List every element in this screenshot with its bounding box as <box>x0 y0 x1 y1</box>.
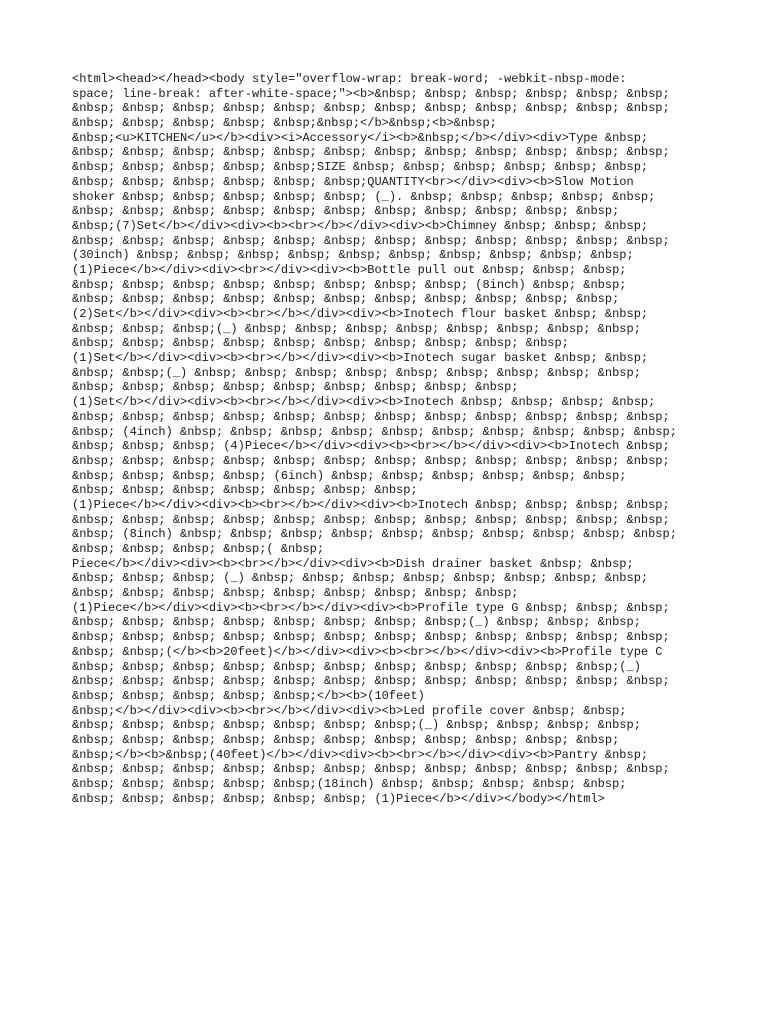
source-line: &nbsp; &nbsp; &nbsp; (4)Piece</b></div><div><b><br></b></div><div><b>Inotech &nbsp; <box>72 439 670 454</box>
source-line: &nbsp; &nbsp; &nbsp; &nbsp; &nbsp; &nbsp;QUANTITY<br></div><div><b>Slow Motion <box>72 174 634 189</box>
source-line: &nbsp; &nbsp; &nbsp; &nbsp; &nbsp; &nbsp; &nbsp; &nbsp; &nbsp; &nbsp; &nbsp; &nbsp; <box>72 409 670 424</box>
source-line: &nbsp;</b></div><div><b><br></b></div><div><b>Led profile cover &nbsp; &nbsp; <box>72 703 627 718</box>
source-line: (1)Piece</b></div><div><b><br></b></div><div><b>Profile type G &nbsp; &nbsp; &nbsp; <box>72 600 670 615</box>
source-line: (1)Piece</b></div><div><br></div><div><b>Bottle pull out &nbsp; &nbsp; &nbsp; <box>72 262 627 277</box>
source-line: &nbsp; &nbsp; &nbsp; &nbsp; &nbsp; &nbsp; &nbsp; &nbsp;(_) &nbsp; &nbsp; &nbsp; <box>72 615 641 630</box>
source-line: &nbsp;</b><b>&nbsp;(40feet)</b></div><div><b><br></b></div><div><b>Pantry &nbsp; <box>72 747 649 762</box>
source-line: &nbsp; &nbsp; &nbsp; &nbsp; &nbsp;</b><b>(10feet) <box>72 688 425 703</box>
source-line: &nbsp; &nbsp; &nbsp; &nbsp; &nbsp; &nbsp; &nbsp; &nbsp; &nbsp; &nbsp; &nbsp; &nbsp; <box>72 512 670 527</box>
source-line: &nbsp; &nbsp; &nbsp;(_) &nbsp; &nbsp; &nbsp; &nbsp; &nbsp; &nbsp; &nbsp; &nbsp; <box>72 321 641 336</box>
source-line: &nbsp; &nbsp; &nbsp; &nbsp; &nbsp; &nbsp; &nbsp; &nbsp; &nbsp; &nbsp; &nbsp; &nbsp; <box>72 233 670 248</box>
source-line: &nbsp; &nbsp; &nbsp; (_) &nbsp; &nbsp; &nbsp; &nbsp; &nbsp; &nbsp; &nbsp; &nbsp; <box>72 571 649 586</box>
source-line: &nbsp; &nbsp; &nbsp; &nbsp; &nbsp;&nbsp;</b>&nbsp;<b>&nbsp; <box>72 116 497 131</box>
source-line: &nbsp; &nbsp; &nbsp; &nbsp; &nbsp; &nbsp; &nbsp; &nbsp; &nbsp; &nbsp; &nbsp;(_) <box>72 659 641 674</box>
source-line: space; line-break: after-white-space;"><b>&nbsp; &nbsp; &nbsp; &nbsp; &nbsp; &nbsp; <box>72 86 670 101</box>
source-line: &nbsp; &nbsp; &nbsp; &nbsp; &nbsp; &nbsp; &nbsp;(_) &nbsp; &nbsp; &nbsp; &nbsp; <box>72 718 641 733</box>
source-line: (1)Set</b></div><div><b><br></b></div><div><b>Inotech sugar basket &nbsp; &nbsp; <box>72 351 649 366</box>
source-line: &nbsp; &nbsp; &nbsp; &nbsp; &nbsp; &nbsp; &nbsp; &nbsp; &nbsp; <box>72 380 519 395</box>
source-line: (2)Set</b></div><div><b><br></b></div><div><b>Inotech flour basket &nbsp; &nbsp; <box>72 307 649 321</box>
source-line: &nbsp; &nbsp; &nbsp; &nbsp; &nbsp; &nbsp; &nbsp; &nbsp; &nbsp; &nbsp; &nbsp; <box>72 292 620 307</box>
source-line: &nbsp; &nbsp; &nbsp; &nbsp; &nbsp;(18inch) &nbsp; &nbsp; &nbsp; &nbsp; &nbsp; <box>72 777 627 791</box>
source-line: (30inch) &nbsp; &nbsp; &nbsp; &nbsp; &nbsp; &nbsp; &nbsp; &nbsp; &nbsp; &nbsp; <box>72 248 634 263</box>
source-line: &nbsp;(7)Set</b></div><div><b><br></b></div><div><b>Chimney &nbsp; &nbsp; &nbsp; <box>72 218 649 233</box>
source-line: &nbsp; &nbsp; &nbsp; &nbsp; &nbsp; &nbsp; &nbsp; &nbsp; &nbsp; &nbsp; &nbsp; &nbsp; <box>72 630 670 645</box>
source-line: &nbsp; &nbsp; &nbsp; &nbsp; (6inch) &nbsp; &nbsp; &nbsp; &nbsp; &nbsp; &nbsp; <box>72 468 627 483</box>
source-line: (1)Piece</b></div><div><b><br></b></div><div><b>Inotech &nbsp; &nbsp; &nbsp; &nbsp; <box>72 497 670 512</box>
source-line: &nbsp; &nbsp; &nbsp; &nbsp; &nbsp; &nbsp; &nbsp; &nbsp; &nbsp; &nbsp; &nbsp; &nbsp; <box>72 453 670 468</box>
source-line: &nbsp; &nbsp; &nbsp; &nbsp; &nbsp; &nbsp; &nbsp; &nbsp; &nbsp; &nbsp; &nbsp; &nbsp; <box>72 674 670 689</box>
source-line: &nbsp; &nbsp; &nbsp; &nbsp; &nbsp; &nbsp; &nbsp; &nbsp; &nbsp; &nbsp; &nbsp; &nbsp; <box>72 145 670 160</box>
source-line: &nbsp; &nbsp; &nbsp; &nbsp; &nbsp; &nbsp; &nbsp; &nbsp; &nbsp; &nbsp; &nbsp; <box>72 732 620 747</box>
source-line: &nbsp; &nbsp; &nbsp; &nbsp; &nbsp;SIZE &nbsp; &nbsp; &nbsp; &nbsp; &nbsp; &nbsp; <box>72 160 649 175</box>
source-line: &nbsp; &nbsp; &nbsp; &nbsp; &nbsp; &nbsp; &nbsp; <box>72 483 418 498</box>
source-line: &nbsp; &nbsp;(_) &nbsp; &nbsp; &nbsp; &nbsp; &nbsp; &nbsp; &nbsp; &nbsp; &nbsp; <box>72 365 641 380</box>
source-line: &nbsp; &nbsp; &nbsp; &nbsp; &nbsp; &nbsp; &nbsp; &nbsp; &nbsp; &nbsp; &nbsp; &nbsp; <box>72 762 670 777</box>
source-line: &nbsp; (4inch) &nbsp; &nbsp; &nbsp; &nbsp; &nbsp; &nbsp; &nbsp; &nbsp; &nbsp; &nbsp; <box>72 424 677 439</box>
source-line: <html><head></head><body style="overflow-wrap: break-word; -webkit-nbsp-mode: <box>72 72 627 86</box>
source-line: &nbsp; &nbsp; &nbsp; &nbsp; &nbsp; &nbsp; &nbsp; &nbsp; &nbsp; <box>72 586 519 601</box>
source-line: &nbsp; &nbsp; &nbsp; &nbsp; &nbsp; &nbsp; &nbsp; &nbsp; &nbsp; &nbsp; &nbsp; <box>72 204 620 219</box>
html-source-text <box>72 72 698 806</box>
source-line: &nbsp;<u>KITCHEN</u></b><div><i>Accessory</i><b>&nbsp;</b></div><div>Type &nbsp; <box>72 130 649 145</box>
source-line: &nbsp; &nbsp; &nbsp; &nbsp;( &nbsp; <box>72 542 325 556</box>
source-line: (1)Set</b></div><div><b><br></b></div><div><b>Inotech &nbsp; &nbsp; &nbsp; &nbsp; <box>72 395 656 410</box>
source-line: shoker &nbsp; &nbsp; &nbsp; &nbsp; &nbsp; (_). &nbsp; &nbsp; &nbsp; &nbsp; &nbsp; <box>72 189 656 204</box>
source-line: &nbsp; &nbsp; &nbsp; &nbsp; &nbsp; &nbsp; &nbsp; &nbsp; (8inch) &nbsp; &nbsp; <box>72 277 627 292</box>
source-line: &nbsp; &nbsp; &nbsp; &nbsp; &nbsp; &nbsp; &nbsp; &nbsp; &nbsp; &nbsp; <box>72 336 569 351</box>
source-line: &nbsp; &nbsp;(</b><b>20feet)</b></div><div><b><br></b></div><div><b>Profile type C <box>72 644 663 659</box>
source-line: &nbsp; &nbsp; &nbsp; &nbsp; &nbsp; &nbsp; &nbsp; &nbsp; &nbsp; &nbsp; &nbsp; &nbsp; <box>72 101 670 116</box>
source-line: Piece</b></div><div><b><br></b></div><div><b>Dish drainer basket &nbsp; &nbsp; <box>72 556 634 571</box>
source-line: &nbsp; (8inch) &nbsp; &nbsp; &nbsp; &nbsp; &nbsp; &nbsp; &nbsp; &nbsp; &nbsp; &nbsp; <box>72 527 677 542</box>
source-line: &nbsp; &nbsp; &nbsp; &nbsp; &nbsp; &nbsp; (1)Piece</b></div></body></html> <box>72 791 605 806</box>
